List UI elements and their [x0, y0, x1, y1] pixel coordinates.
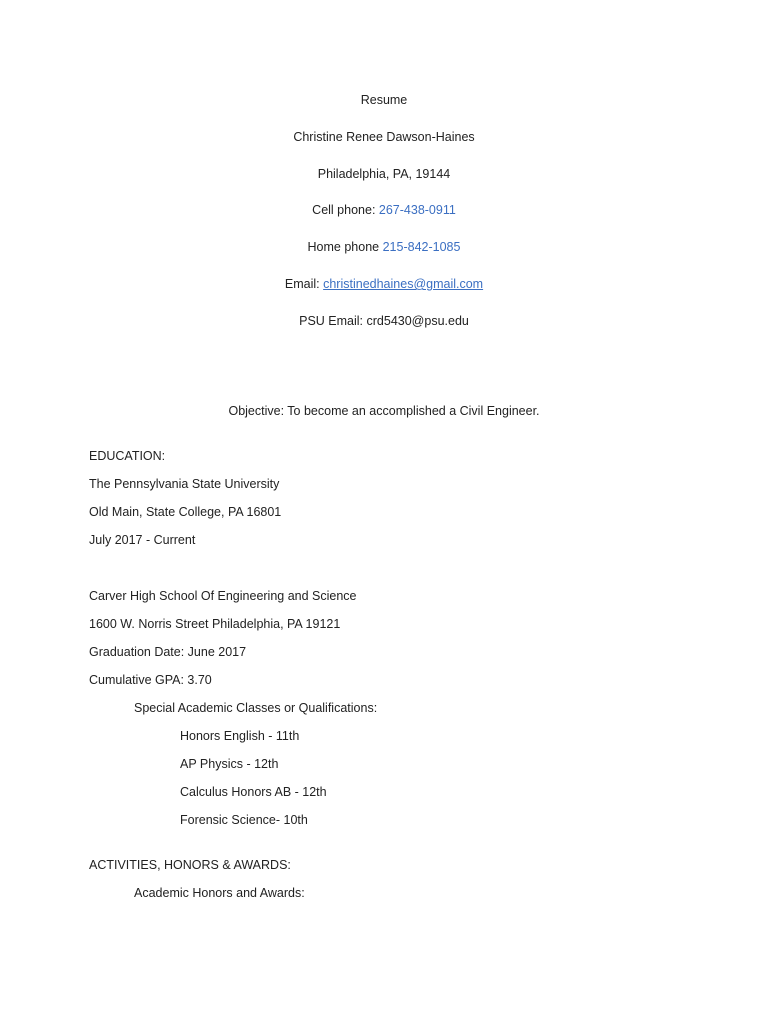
- full-name: Christine Renee Dawson-Haines: [293, 130, 475, 144]
- high-school-name: Carver High School Of Engineering and Science: [89, 589, 357, 603]
- classes-heading: Special Academic Classes or Qualifications:: [134, 701, 378, 715]
- cell-phone-number[interactable]: 267-438-0911: [378, 203, 456, 217]
- email-link[interactable]: christinedhaines@gmail.com: [323, 277, 484, 291]
- home-phone-label: Home phone: [307, 240, 383, 254]
- cell-phone-line: [0, 202, 768, 218]
- university-address: Old Main, State College, PA 16801: [89, 505, 282, 519]
- education-heading: EDUCATION:: [89, 449, 166, 463]
- document-title: Resume: [360, 93, 408, 107]
- university-name: The Pennsylvania State University: [89, 477, 280, 491]
- psu-email: PSU Email: crd5430@psu.edu: [299, 314, 469, 328]
- cell-phone-label: Cell phone:: [312, 203, 379, 217]
- home-phone-number[interactable]: 215-842-1085: [382, 240, 461, 254]
- home-phone-line: [0, 239, 768, 255]
- graduation-date: Graduation Date: June 2017: [89, 645, 247, 659]
- high-school-address: 1600 W. Norris Street Philadelphia, PA 19121: [89, 617, 341, 631]
- activities-subheading: Academic Honors and Awards:: [134, 886, 305, 900]
- cumulative-gpa: Cumulative GPA: 3.70: [89, 673, 212, 687]
- email-line: [0, 276, 768, 292]
- objective: Objective: To become an accomplished a Civil Engineer.: [228, 404, 540, 418]
- email-label: Email:: [284, 277, 324, 291]
- class-item: Calculus Honors AB - 12th: [180, 785, 327, 799]
- location: Philadelphia, PA, 19144: [317, 167, 451, 181]
- university-dates: July 2017 - Current: [89, 533, 196, 547]
- class-item: Forensic Science- 10th: [180, 813, 308, 827]
- class-item: Honors English - 11th: [180, 729, 300, 743]
- activities-heading: ACTIVITIES, HONORS & AWARDS:: [89, 858, 291, 872]
- class-item: AP Physics - 12th: [180, 757, 279, 771]
